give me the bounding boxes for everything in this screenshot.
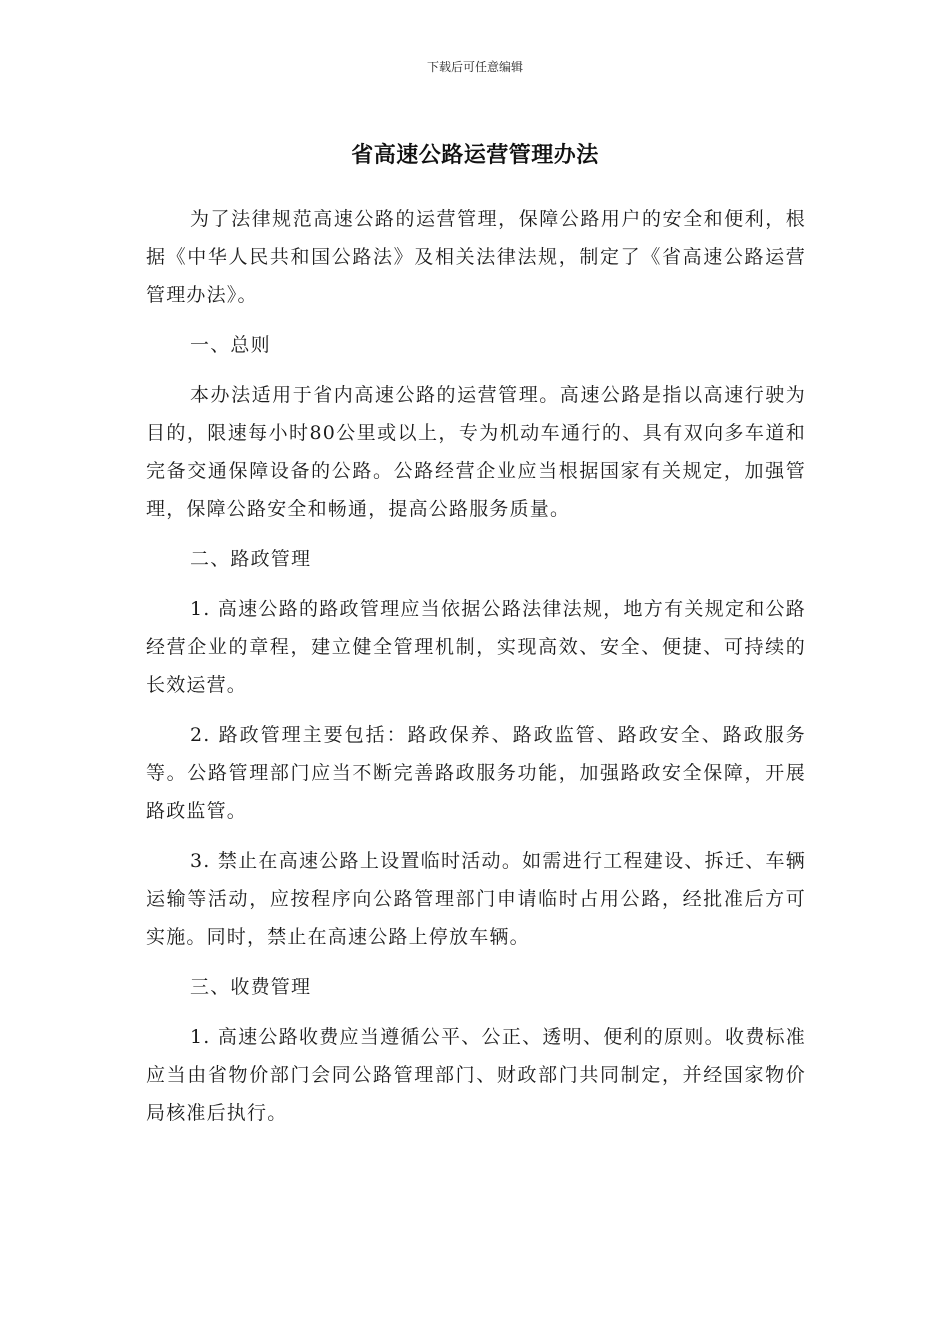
toll-item-1: 1. 高速公路收费应当遵循公平、公正、透明、便利的原则。收费标准应当由省物价部门会同公路管理部门、财政部门共同制定，并经国家物价局核准后执行。 — [146, 1026, 806, 1124]
section-heading-road-administration: 二、路政管理 — [190, 548, 312, 570]
section-heading-toll-management: 三、收费管理 — [190, 976, 312, 998]
general-paragraph: 本办法适用于省内高速公路的运营管理。高速公路是指以高速行驶为目的，限速每小时80公里或以上，专为机动车通行的、具有双向多车道和完备交通保障设备的公路。公路经营企业应当根据国家有关规定，加强管理，保障公路安全和畅通，提高公路服务质量。 — [146, 384, 806, 520]
road-admin-item-3: 3. 禁止在高速公路上设置临时活动。如需进行工程建设、拆迁、车辆运输等活动，应按程序向公路管理部门申请临时占用公路，经批准后方可实施。同时，禁止在高速公路上停放车辆。 — [146, 850, 806, 948]
document-body — [146, 200, 806, 1144]
road-admin-item-2: 2. 路政管理主要包括：路政保养、路政监管、路政安全、路政服务等。公路管理部门应当不断完善路政服务功能，加强路政安全保障，开展路政监管。 — [146, 724, 806, 822]
header-note: 下载后可任意编辑 — [426, 60, 523, 74]
section-heading-general: 一、总则 — [190, 334, 271, 356]
road-admin-item-1: 1. 高速公路的路政管理应当依据公路法律法规，地方有关规定和公路经营企业的章程，建立健全管理机制，实现高效、安全、便捷、可持续的长效运营。 — [146, 598, 806, 696]
intro-paragraph: 为了法律规范高速公路的运营管理，保障公路用户的安全和便利，根据《中华人民共和国公路法》及相关法律法规，制定了《省高速公路运营管理办法》。 — [146, 208, 806, 306]
document-title: 省高速公路运营管理办法 — [351, 143, 599, 168]
